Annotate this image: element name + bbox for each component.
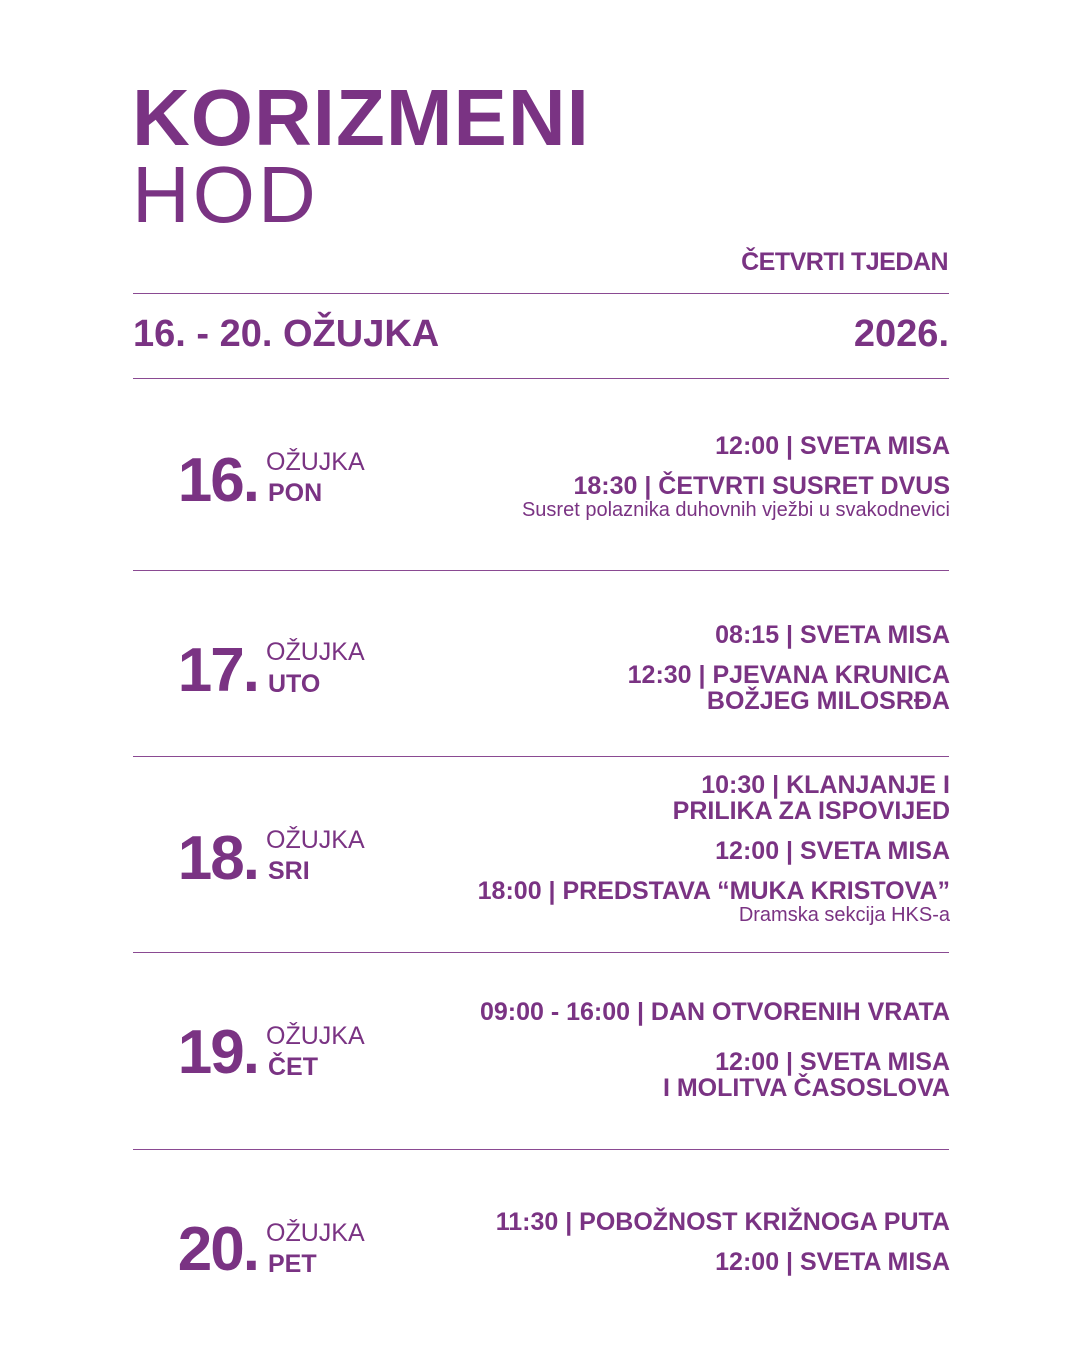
divider [133, 952, 949, 953]
event-title: 18:00 | PREDSTAVA “MUKA KRISTOVA” [477, 877, 950, 905]
event-title: 12:00 | SVETA MISA [715, 432, 950, 460]
day-month: OŽUJKA [266, 826, 365, 854]
event-list [628, 622, 950, 728]
event-title: 10:30 | KLANJANJE I PRILIKA ZA ISPOVIJED [672, 771, 950, 825]
page-subtitle: HOD [132, 150, 319, 239]
event-title: 11:30 | POBOŽNOST KRIŽNOGA PUTA [495, 1208, 950, 1236]
event [478, 772, 950, 824]
divider [133, 570, 949, 571]
week-label: ČETVRTI TJEDAN [741, 248, 948, 276]
event [480, 1049, 950, 1101]
divider [133, 756, 949, 757]
day-month: OŽUJKA [266, 1022, 365, 1050]
day-weekday: UTO [268, 670, 321, 698]
event [628, 622, 950, 648]
event-list [480, 999, 950, 1115]
event-title: 12:30 | PJEVANA KRUNICA BOŽJEG MILOSRĐA [627, 661, 950, 715]
event [480, 999, 950, 1025]
event-title: 08:15 | SVETA MISA [715, 621, 950, 649]
day-weekday: ČET [268, 1053, 318, 1081]
event [628, 662, 950, 714]
date-range: 16. - 20. OŽUJKA [133, 313, 440, 355]
event-title: 18:30 | ČETVRTI SUSRET DVUS [573, 472, 950, 500]
event-list [496, 1209, 950, 1289]
day-weekday: SRI [268, 857, 310, 885]
day-month: OŽUJKA [266, 448, 365, 476]
day-month: OŽUJKA [266, 638, 365, 666]
event [478, 878, 950, 926]
event [478, 838, 950, 864]
event [522, 433, 950, 459]
divider [133, 293, 949, 294]
event-title: 12:00 | SVETA MISA I MOLITVA ČASOSLOVA [662, 1048, 950, 1102]
year: 2026. [853, 313, 949, 355]
event [496, 1209, 950, 1235]
event-subtitle: Dramska sekcija HKS-a [738, 904, 950, 926]
day-month: OŽUJKA [266, 1219, 365, 1247]
event [522, 473, 950, 521]
event-title: 12:00 | SVETA MISA [715, 1248, 950, 1276]
divider [133, 378, 949, 379]
event-title: 12:00 | SVETA MISA [715, 837, 950, 865]
day-number: 20. [177, 1215, 258, 1284]
day-number: 17. [177, 636, 258, 705]
event-list [478, 772, 950, 940]
day-number: 16. [177, 446, 258, 515]
day-weekday: PET [268, 1250, 317, 1278]
event-list [522, 433, 950, 535]
event-subtitle: Susret polaznika duhovnih vježbi u svakodnevici [521, 499, 950, 521]
divider [133, 1149, 949, 1150]
page-title: KORIZMENI [132, 73, 590, 162]
day-weekday: PON [268, 479, 323, 507]
event-title: 09:00 - 16:00 | DAN OTVORENIH VRATA [479, 998, 950, 1026]
day-number: 19. [177, 1018, 258, 1087]
day-number: 18. [177, 824, 258, 893]
event [496, 1249, 950, 1275]
